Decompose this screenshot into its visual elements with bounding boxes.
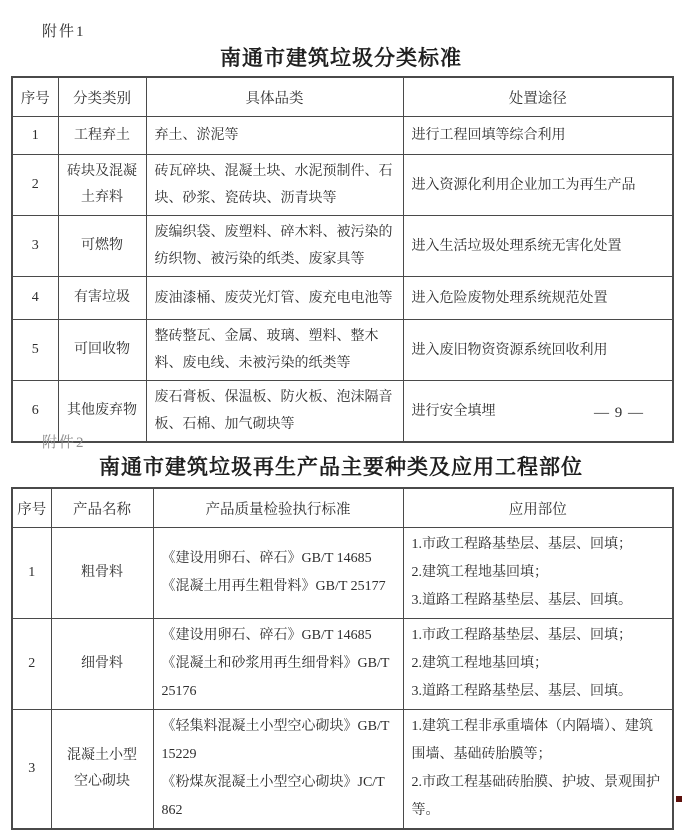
table-row — [12, 528, 673, 619]
items-cell: 废石膏板、保温板、防火板、泡沫隔音板、石棉、加气砌块等 — [146, 381, 403, 443]
product-name-cell: 细骨料 — [51, 619, 153, 710]
application-line: 1.市政工程路基垫层、基层、回填； — [411, 628, 632, 643]
disposal-cell: 进入生活垃圾处理系统无害化处置 — [403, 216, 673, 277]
category-cell: 可回收物 — [58, 320, 146, 381]
table1-header-disposal: 处置途径 — [403, 77, 673, 117]
application-line: 2.建筑工程地基回填； — [411, 565, 548, 580]
application-line: 2.市政工程基础砖胎膜、护坡、景观围护等。 — [411, 775, 660, 818]
recycled-products-table — [11, 487, 674, 830]
application-line: 2.建筑工程地基回填； — [411, 656, 548, 671]
table-row — [12, 619, 673, 710]
category-cell: 工程弃土 — [58, 117, 146, 155]
product-name-cell: 混凝土小型空心砌块 — [51, 710, 153, 830]
table2-header-application: 应用部位 — [403, 488, 673, 528]
standard-line: 《混凝土和砂浆用再生细骨料》GB/T 25176 — [161, 656, 390, 699]
table-row — [12, 117, 673, 155]
category-cell: 砖块及混凝土弃料 — [58, 155, 146, 216]
classification-table — [11, 76, 674, 443]
product-no-cell: 3 — [12, 710, 51, 830]
disposal-cell: 进入资源化利用企业加工为再生产品 — [403, 155, 673, 216]
table-row — [12, 216, 673, 277]
application-line: 1.建筑工程非承重墙体（内隔墙）、建筑围墙、基础砖胎膜等； — [411, 719, 653, 762]
applications-cell — [403, 710, 673, 830]
items-cell: 废编织袋、废塑料、碎木料、被污染的纺织物、被污染的纸类、废家具等 — [146, 216, 403, 277]
standards-cell — [153, 710, 403, 830]
product-no-cell: 1 — [12, 528, 51, 619]
table1-header-items: 具体品类 — [146, 77, 403, 117]
application-line: 3.道路工程路基垫层、基层、回填。 — [411, 684, 632, 699]
table1-header-row — [12, 77, 673, 117]
page-number: — 9 — — [594, 405, 644, 421]
applications-cell — [403, 619, 673, 710]
items-cell: 砖瓦碎块、混凝土块、水泥预制件、石块、砂浆、瓷砖块、沥青块等 — [146, 155, 403, 216]
applications-cell — [403, 528, 673, 619]
scan-corner-artifact — [676, 796, 682, 802]
disposal-cell: 进行安全填埋 — [403, 381, 673, 443]
attachment-label-1: 附件1 — [42, 24, 86, 40]
product-no-cell: 2 — [12, 619, 51, 710]
row-no-cell: 5 — [12, 320, 58, 381]
row-no-cell: 1 — [12, 117, 58, 155]
table-row — [12, 155, 673, 216]
items-cell: 整砖整瓦、金属、玻璃、塑料、整木料、废电线、未被污染的纸类等 — [146, 320, 403, 381]
table2-header-standard: 产品质量检验执行标准 — [153, 488, 403, 528]
table-row — [12, 277, 673, 320]
application-line: 1.市政工程路基垫层、基层、回填； — [411, 537, 632, 552]
table2-header-no: 序号 — [12, 488, 51, 528]
table-row — [12, 710, 673, 830]
product-name-cell: 粗骨料 — [51, 528, 153, 619]
row-no-cell: 2 — [12, 155, 58, 216]
row-no-cell: 6 — [12, 381, 58, 443]
row-no-cell: 3 — [12, 216, 58, 277]
standard-line: 《建设用卵石、碎石》GB/T 14685 — [161, 551, 372, 566]
category-cell: 有害垃圾 — [58, 277, 146, 320]
standard-line: 《混凝土用再生粗骨料》GB/T 25177 — [161, 579, 386, 594]
table2-title: 南通市建筑垃圾再生产品主要种类及应用工程部位 — [99, 455, 583, 479]
row-no-cell: 4 — [12, 277, 58, 320]
table1-title: 南通市建筑垃圾分类标准 — [220, 46, 462, 70]
table-row — [12, 320, 673, 381]
standard-line: 《轻集料混凝土小型空心砌块》GB/T 15229 — [161, 719, 390, 762]
category-cell: 其他废弃物 — [58, 381, 146, 443]
disposal-cell: 进入危险废物处理系统规范处置 — [403, 277, 673, 320]
standard-line: 《建设用卵石、碎石》GB/T 14685 — [161, 628, 372, 643]
table2-header-row — [12, 488, 673, 528]
items-cell: 弃土、淤泥等 — [146, 117, 403, 155]
disposal-cell: 进行工程回填等综合利用 — [403, 117, 673, 155]
items-cell: 废油漆桶、废荧光灯管、废充电电池等 — [146, 277, 403, 320]
category-cell: 可燃物 — [58, 216, 146, 277]
attachment-label-2: 附件2 — [42, 435, 86, 451]
disposal-cell: 进入废旧物资资源系统回收利用 — [403, 320, 673, 381]
table-row — [12, 381, 673, 443]
standard-line: 《粉煤灰混凝土小型空心砌块》JC/T 862 — [161, 775, 385, 818]
standards-cell — [153, 619, 403, 710]
table2-header-name: 产品名称 — [51, 488, 153, 528]
table1-header-no: 序号 — [12, 77, 58, 117]
application-line: 3.道路工程路基垫层、基层、回填。 — [411, 593, 632, 608]
table1-header-category: 分类类别 — [58, 77, 146, 117]
standards-cell — [153, 528, 403, 619]
